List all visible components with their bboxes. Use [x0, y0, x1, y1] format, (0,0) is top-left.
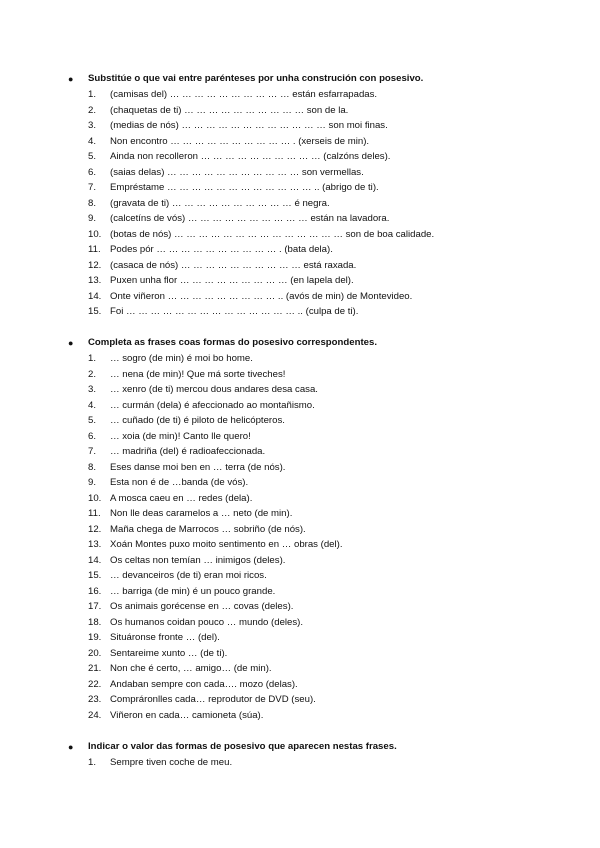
item-text: Sempre tiven coche de meu.	[110, 757, 233, 768]
section-heading	[68, 73, 424, 85]
item-text: Foi … … … … … … … … … … … … … … .. (culpa de ti).	[110, 306, 359, 317]
item-number: 3.	[88, 384, 97, 395]
item-number: 6.	[88, 166, 97, 178]
item-text: … barriga (de min) é un pouco grande.	[110, 585, 276, 597]
item-text: … madriña (del) é radioafeccionada.	[110, 446, 266, 457]
item-text: Puxen unha flor … … … … … … … … … (en lapela del).	[110, 275, 354, 286]
item-text: Compráronlles cada… reprodutor de DVD (seu).	[110, 694, 316, 705]
item-number: 17.	[88, 601, 102, 612]
item-number: 11.	[88, 244, 101, 255]
item-text: … sogro (de min) é moi bo home.	[110, 353, 253, 364]
item-number: 19.	[88, 632, 102, 643]
item-number: 20.	[88, 647, 102, 659]
item-text: (camisas del) … … … … … … … … … … están esfarrapadas.	[110, 89, 378, 100]
item-text: Os animais gorécense en … covas (deles).	[110, 601, 294, 612]
item-text: Esta non é de …banda (de vós).	[110, 477, 249, 488]
item-text: Andaban sempre con cada…. mozo (delas).	[110, 678, 298, 690]
item-number: 23.	[88, 694, 102, 705]
item-text: (chaquetas de ti) … … … … … … … … … … son de la.	[110, 104, 349, 116]
item-text: (medias de nós) … … … … … … … … … … … … son moi finas.	[110, 120, 388, 131]
item-number: 21.	[88, 663, 102, 674]
item-text: Os celtas non temían … inimigos (deles).	[110, 554, 286, 566]
item-text: Non lle deas caramelos a … neto (de min).	[110, 508, 293, 519]
item-number: 16.	[88, 585, 102, 597]
item-text: … curmán (dela) é afeccionado ao montañismo.	[110, 399, 315, 411]
item-text: … cuñado (de ti) é piloto de helicópteros.	[110, 415, 285, 426]
item-number: 15.	[88, 306, 102, 317]
item-number: 13.	[88, 539, 102, 550]
item-text: … nena (de min)! Que má sorte tiveches!	[110, 368, 286, 380]
item-number: 7.	[88, 446, 97, 457]
item-text: (saias delas) … … … … … … … … … … … son vermellas.	[110, 166, 364, 178]
item-number: 2.	[88, 368, 97, 380]
item-text: (gravata de ti) … … … … … … … … … … é negra.	[110, 197, 330, 209]
item-number: 5.	[88, 415, 97, 426]
item-number: 12.	[88, 523, 102, 535]
item-number: 9.	[88, 477, 97, 488]
item-text: Ainda non recolleron … … … … … … … … … … (calzóns deles).	[110, 151, 391, 162]
item-text: Non encontro … … … … … … … … … … . (xerseis de min).	[110, 135, 370, 147]
item-text: A mosca caeu en … redes (dela).	[110, 492, 253, 504]
item-number: 5.	[88, 151, 97, 162]
item-number: 18.	[88, 616, 102, 628]
item-text: Viñeron en cada… camioneta (súa).	[110, 709, 264, 721]
section-heading	[68, 741, 397, 753]
item-number: 24.	[88, 709, 102, 721]
bullet-icon: ●	[68, 742, 74, 752]
item-text: Os humanos coidan pouco … mundo (deles).	[110, 616, 304, 628]
section-heading-text: Substitúe o que vai entre parénteses por unha construción con posesivo.	[88, 73, 424, 84]
section-heading-text: Indicar o valor das formas de posesivo que aparecen nestas frases.	[88, 741, 397, 752]
bullet-icon: ●	[68, 74, 74, 84]
item-number: 14.	[88, 554, 102, 566]
bullet-icon: ●	[68, 338, 74, 348]
item-text: (calcetíns de vós) … … … … … … … … … … están na lavadora.	[110, 213, 390, 224]
item-number: 2.	[88, 104, 97, 116]
item-number: 6.	[88, 430, 97, 442]
item-number: 10.	[88, 492, 102, 504]
item-number: 15.	[88, 570, 102, 581]
item-text: Non che é certo, … amigo… (de min).	[110, 663, 272, 674]
section-heading	[68, 337, 377, 349]
item-number: 11.	[88, 508, 101, 519]
item-number: 8.	[88, 461, 97, 473]
item-number: 22.	[88, 678, 102, 690]
item-text: … devanceiros (de ti) eran moi ricos.	[110, 570, 267, 581]
item-text: (botas de nós) … … … … … … … … … … … … … … son de boa calidade.	[110, 228, 435, 240]
item-number: 4.	[88, 399, 97, 411]
item-number: 14.	[88, 290, 102, 302]
item-text: Onte viñeron … … … … … … … … … .. (avós de min) de Montevideo.	[110, 290, 413, 302]
item-number: 10.	[88, 228, 102, 240]
item-text: Eses danse moi ben en … terra (de nós).	[110, 461, 286, 473]
item-text: … xenro (de ti) mercou dous andares desa casa.	[110, 384, 318, 395]
item-text: Situáronse fronte … (del).	[110, 632, 220, 643]
item-text: Sentareime xunto … (de ti).	[110, 647, 228, 659]
section-heading-text: Completa as frases coas formas do posesivo correspondentes.	[88, 337, 377, 348]
item-number: 3.	[88, 120, 97, 131]
item-number: 7.	[88, 182, 97, 193]
item-text: Podes pór … … … … … … … … … … . (bata dela).	[110, 244, 333, 255]
item-number: 1.	[88, 89, 97, 100]
item-number: 9.	[88, 213, 97, 224]
item-number: 4.	[88, 135, 97, 147]
item-text: (casaca de nós) … … … … … … … … … … está raxada.	[110, 259, 357, 271]
item-number: 1.	[88, 353, 97, 364]
item-text: Xoán Montes puxo moito sentimento en … obras (del).	[110, 539, 343, 550]
item-text: Maña chega de Marrocos … sobriño (de nós).	[110, 523, 306, 535]
item-text: Empréstame … … … … … … … … … … … … .. (abrigo de ti).	[110, 182, 379, 193]
item-text: … xoia (de min)! Canto lle quero!	[110, 430, 251, 442]
item-number: 1.	[88, 757, 97, 768]
item-number: 12.	[88, 259, 102, 271]
item-number: 8.	[88, 197, 97, 209]
item-number: 13.	[88, 275, 102, 286]
